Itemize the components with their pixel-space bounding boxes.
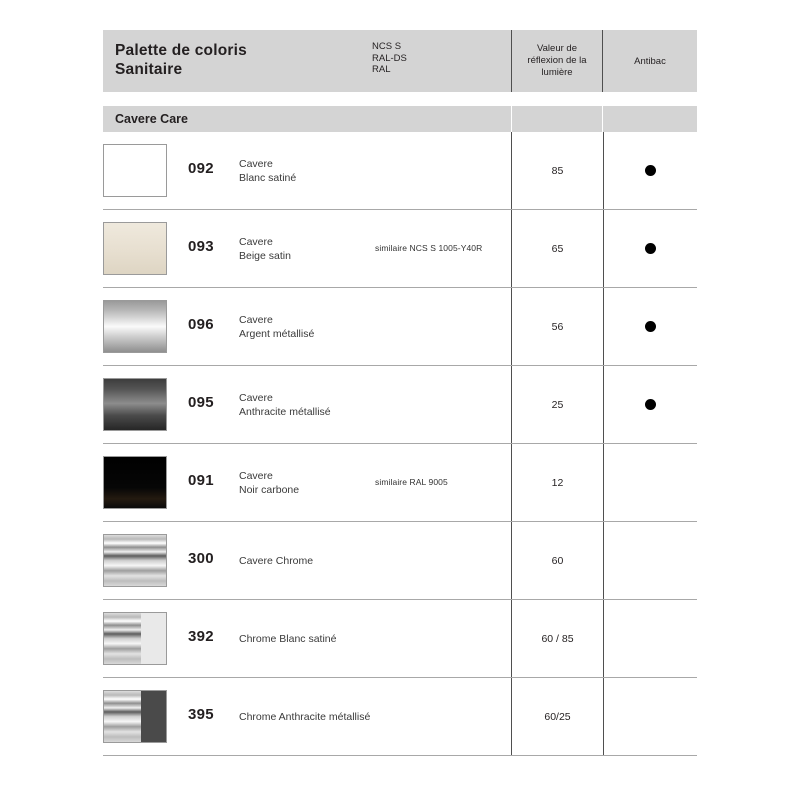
color-swatch bbox=[103, 222, 167, 275]
standard-ral-ds: RAL-DS bbox=[372, 52, 407, 64]
color-name-line1: Cavere Chrome bbox=[239, 555, 314, 567]
table-row bbox=[103, 366, 697, 444]
page-title-line1: Palette de coloris bbox=[115, 42, 247, 59]
similar-standard-note: similaire RAL 9005 bbox=[375, 477, 448, 487]
color-name-line1: Cavere bbox=[239, 236, 273, 248]
similar-standard-note: similaire NCS S 1005-Y40R bbox=[375, 243, 483, 253]
color-name-line2: Blanc satiné bbox=[239, 172, 297, 184]
color-swatch bbox=[103, 144, 167, 197]
header-color-standards bbox=[368, 30, 511, 92]
standard-ral: RAL bbox=[372, 64, 391, 75]
header-title-block bbox=[103, 30, 368, 92]
table-row bbox=[103, 132, 697, 210]
reflection-value: 56 bbox=[551, 320, 564, 333]
color-swatch bbox=[103, 300, 167, 353]
color-name-line1: Chrome Anthracite métallisé bbox=[239, 711, 371, 723]
color-name bbox=[239, 554, 313, 568]
color-name-line2: Argent métallisé bbox=[239, 328, 315, 340]
antibac-cell bbox=[604, 132, 697, 209]
reflection-value: 60 bbox=[551, 554, 564, 567]
color-name bbox=[239, 235, 291, 263]
color-swatch bbox=[103, 456, 167, 509]
antibac-cell bbox=[604, 288, 697, 365]
antibac-cell bbox=[604, 210, 697, 287]
color-name bbox=[239, 710, 370, 724]
reflection-value: 65 bbox=[551, 242, 564, 255]
section-band-cavere-care bbox=[103, 106, 697, 132]
antibac-cell bbox=[604, 522, 697, 599]
color-name-line1: Chrome Blanc satiné bbox=[239, 633, 337, 645]
color-code: 096 bbox=[188, 316, 214, 333]
color-code: 395 bbox=[188, 706, 214, 723]
table-row bbox=[103, 210, 697, 288]
antibac-cell bbox=[604, 600, 697, 677]
color-code: 093 bbox=[188, 238, 214, 255]
color-name-line1: Cavere bbox=[239, 158, 273, 170]
table-row bbox=[103, 600, 697, 678]
antibac-cell bbox=[604, 366, 697, 443]
antibac-dot-icon bbox=[645, 243, 656, 254]
antibac-dot-icon bbox=[645, 165, 656, 176]
antibac-dot-icon bbox=[645, 399, 656, 410]
color-swatch bbox=[103, 534, 167, 587]
reflection-value: 25 bbox=[551, 398, 564, 411]
color-name-line2: Beige satin bbox=[239, 250, 291, 262]
color-name bbox=[239, 632, 336, 646]
table-header bbox=[103, 30, 697, 92]
color-name-line1: Cavere bbox=[239, 314, 273, 326]
color-name bbox=[239, 469, 299, 497]
color-swatch bbox=[103, 690, 167, 743]
section-band-antibac-cell bbox=[603, 106, 697, 132]
color-table bbox=[103, 132, 697, 756]
color-name-line2: Noir carbone bbox=[239, 484, 300, 496]
color-name-line1: Cavere bbox=[239, 470, 273, 482]
color-swatch bbox=[103, 378, 167, 431]
color-code: 092 bbox=[188, 160, 214, 177]
table-row bbox=[103, 288, 697, 366]
color-code: 091 bbox=[188, 472, 214, 489]
reflection-value: 12 bbox=[551, 476, 564, 489]
color-name-line1: Cavere bbox=[239, 392, 273, 404]
page-title-line2: Sanitaire bbox=[115, 61, 183, 78]
color-code: 095 bbox=[188, 394, 214, 411]
header-antibac-label: Antibac bbox=[634, 55, 666, 67]
color-swatch bbox=[103, 612, 167, 665]
antibac-cell bbox=[604, 678, 697, 755]
color-name bbox=[239, 157, 296, 185]
color-name-line2: Anthracite métallisé bbox=[239, 406, 331, 418]
color-code: 392 bbox=[188, 628, 214, 645]
table-row bbox=[103, 678, 697, 756]
antibac-dot-icon bbox=[645, 321, 656, 332]
table-row bbox=[103, 522, 697, 600]
color-name bbox=[239, 391, 331, 419]
reflection-value: 85 bbox=[551, 164, 564, 177]
antibac-cell bbox=[604, 444, 697, 521]
section-label: Cavere Care bbox=[115, 112, 188, 126]
header-reflection-label: Valeur de réflexion de la lumière bbox=[511, 30, 603, 92]
reflection-value: 60 / 85 bbox=[541, 632, 574, 645]
table-row bbox=[103, 444, 697, 522]
color-name bbox=[239, 313, 314, 341]
section-band-reflection-cell bbox=[511, 106, 603, 132]
reflection-value: 60/25 bbox=[544, 710, 571, 723]
color-code: 300 bbox=[188, 550, 214, 567]
standard-ncs-s: NCS S bbox=[372, 41, 402, 52]
